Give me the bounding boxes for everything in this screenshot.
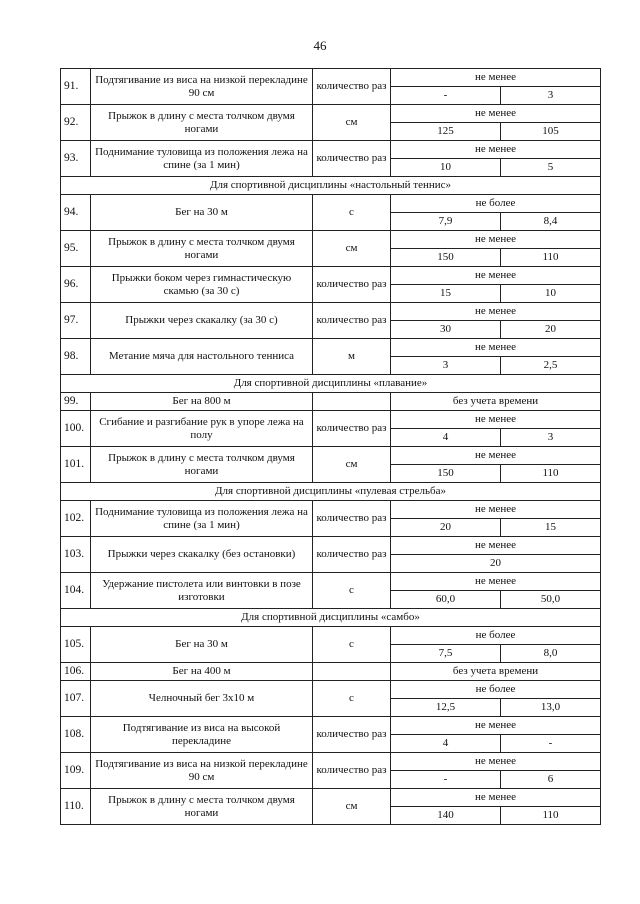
- norm-condition: не менее: [391, 447, 601, 465]
- row-number: 104.: [61, 573, 91, 609]
- norm-value-boys: 10: [391, 159, 501, 177]
- norm-value-boys: 4: [391, 735, 501, 753]
- norm-condition: не менее: [391, 141, 601, 159]
- norm-value-girls: 3: [501, 87, 601, 105]
- exercise-name: Прыжок в длину с места толчком двумя ногами: [91, 231, 313, 267]
- exercise-name: Сгибание и разгибание рук в упоре лежа на полу: [91, 411, 313, 447]
- row-number: 94.: [61, 195, 91, 231]
- norm-value-girls: 50,0: [501, 591, 601, 609]
- exercise-name: Прыжок в длину с места толчком двумя ногами: [91, 105, 313, 141]
- norm-value-boys: 15: [391, 285, 501, 303]
- measure-unit: см: [313, 105, 391, 141]
- norm-condition: не менее: [391, 501, 601, 519]
- exercise-name: Прыжки через скакалку (за 30 с): [91, 303, 313, 339]
- section-title: Для спортивной дисциплины «самбо»: [61, 609, 601, 627]
- table-row: [61, 717, 601, 735]
- exercise-name: Прыжки боком через гимнастическую скамью (за 30 с): [91, 267, 313, 303]
- measure-unit: с: [313, 681, 391, 717]
- norm-condition: не менее: [391, 717, 601, 735]
- norm-value-boys: 60,0: [391, 591, 501, 609]
- measure-unit: количество раз: [313, 501, 391, 537]
- measure-unit: с: [313, 195, 391, 231]
- table-row: [61, 231, 601, 249]
- norm-value-boys: 140: [391, 807, 501, 825]
- table-row: [61, 411, 601, 429]
- exercise-name: Прыжок в длину с места толчком двумя ногами: [91, 447, 313, 483]
- table-row: [61, 663, 601, 681]
- norm-value: без учета времени: [391, 663, 601, 681]
- norm-condition: не менее: [391, 69, 601, 87]
- table-row: [61, 339, 601, 357]
- norm-value-girls: -: [501, 735, 601, 753]
- norm-value-girls: 2,5: [501, 357, 601, 375]
- norm-condition: не менее: [391, 789, 601, 807]
- norm-value-girls: 13,0: [501, 699, 601, 717]
- exercise-name: Бег на 30 м: [91, 627, 313, 663]
- exercise-name: Прыжки через скакалку (без остановки): [91, 537, 313, 573]
- table-row: [61, 393, 601, 411]
- norm-value-girls: 110: [501, 465, 601, 483]
- row-number: 107.: [61, 681, 91, 717]
- norm-value-girls: 5: [501, 159, 601, 177]
- table-row: [61, 789, 601, 807]
- table-row: [61, 681, 601, 699]
- norm-value: 20: [391, 555, 601, 573]
- section-header-row: [61, 483, 601, 501]
- norm-condition: не менее: [391, 411, 601, 429]
- norm-value-boys: 125: [391, 123, 501, 141]
- exercise-name: Подтягивание из виса на низкой перекладине 90 см: [91, 753, 313, 789]
- row-number: 93.: [61, 141, 91, 177]
- measure-unit: см: [313, 231, 391, 267]
- row-number: 99.: [61, 393, 91, 411]
- measure-unit: см: [313, 447, 391, 483]
- measure-unit: количество раз: [313, 753, 391, 789]
- section-title: Для спортивной дисциплины «плавание»: [61, 375, 601, 393]
- table-row: [61, 69, 601, 87]
- table-row: [61, 627, 601, 645]
- norm-value-girls: 110: [501, 807, 601, 825]
- exercise-name: Поднимание туловища из положения лежа на спине (за 1 мин): [91, 501, 313, 537]
- norm-value-girls: 6: [501, 771, 601, 789]
- exercise-name: Подтягивание из виса на высокой перекладине: [91, 717, 313, 753]
- table-row: [61, 141, 601, 159]
- norm-value-girls: 20: [501, 321, 601, 339]
- row-number: 95.: [61, 231, 91, 267]
- row-number: 98.: [61, 339, 91, 375]
- page-number: 46: [313, 38, 327, 53]
- exercise-name: Бег на 400 м: [91, 663, 313, 681]
- section-title: Для спортивной дисциплины «пулевая стрельба»: [61, 483, 601, 501]
- measure-unit: количество раз: [313, 411, 391, 447]
- norm-value-boys: 30: [391, 321, 501, 339]
- norm-condition: не менее: [391, 267, 601, 285]
- measure-unit: см: [313, 789, 391, 825]
- row-number: 96.: [61, 267, 91, 303]
- exercise-name: Бег на 800 м: [91, 393, 313, 411]
- row-number: 97.: [61, 303, 91, 339]
- table-row: [61, 267, 601, 285]
- norm-condition: не менее: [391, 339, 601, 357]
- section-title: Для спортивной дисциплины «настольный теннис»: [61, 177, 601, 195]
- norm-value-boys: 3: [391, 357, 501, 375]
- row-number: 101.: [61, 447, 91, 483]
- row-number: 105.: [61, 627, 91, 663]
- norm-condition: не менее: [391, 537, 601, 555]
- norm-value-girls: 10: [501, 285, 601, 303]
- measure-unit: количество раз: [313, 303, 391, 339]
- section-header-row: [61, 609, 601, 627]
- section-header-row: [61, 177, 601, 195]
- row-number: 102.: [61, 501, 91, 537]
- norm-value: без учета времени: [391, 393, 601, 411]
- row-number: 91.: [61, 69, 91, 105]
- exercise-name: Прыжок в длину с места толчком двумя ногами: [91, 789, 313, 825]
- row-number: 100.: [61, 411, 91, 447]
- norm-value-girls: 3: [501, 429, 601, 447]
- norm-condition: не менее: [391, 303, 601, 321]
- table-row: [61, 501, 601, 519]
- measure-unit: м: [313, 339, 391, 375]
- exercise-name: Подтягивание из виса на низкой перекладине 90 см: [91, 69, 313, 105]
- norm-condition: не менее: [391, 231, 601, 249]
- measure-unit: [313, 663, 391, 681]
- measure-unit: количество раз: [313, 69, 391, 105]
- norm-value-girls: 110: [501, 249, 601, 267]
- table-row: [61, 573, 601, 591]
- row-number: 103.: [61, 537, 91, 573]
- norm-value-boys: 7,9: [391, 213, 501, 231]
- measure-unit: с: [313, 627, 391, 663]
- norm-value-boys: 4: [391, 429, 501, 447]
- table-row: [61, 753, 601, 771]
- norm-value-boys: 12,5: [391, 699, 501, 717]
- measure-unit: [313, 393, 391, 411]
- norm-value-boys: 20: [391, 519, 501, 537]
- norm-value-boys: 7,5: [391, 645, 501, 663]
- table-row: [61, 537, 601, 555]
- norm-value-boys: -: [391, 771, 501, 789]
- row-number: 92.: [61, 105, 91, 141]
- exercise-name: Бег на 30 м: [91, 195, 313, 231]
- norms-table: [60, 68, 601, 825]
- table-row: [61, 105, 601, 123]
- norm-value-girls: 8,4: [501, 213, 601, 231]
- norm-value-boys: -: [391, 87, 501, 105]
- norm-condition: не более: [391, 195, 601, 213]
- table-row: [61, 303, 601, 321]
- exercise-name: Поднимание туловища из положения лежа на спине (за 1 мин): [91, 141, 313, 177]
- norm-condition: не менее: [391, 753, 601, 771]
- measure-unit: с: [313, 573, 391, 609]
- exercise-name: Челночный бег 3х10 м: [91, 681, 313, 717]
- measure-unit: количество раз: [313, 717, 391, 753]
- measure-unit: количество раз: [313, 537, 391, 573]
- norm-condition: не менее: [391, 573, 601, 591]
- exercise-name: Удержание пистолета или винтовки в позе изготовки: [91, 573, 313, 609]
- row-number: 108.: [61, 717, 91, 753]
- table-row: [61, 447, 601, 465]
- norm-value-girls: 15: [501, 519, 601, 537]
- norms-table-body: [61, 69, 601, 825]
- norm-condition: не более: [391, 627, 601, 645]
- table-row: [61, 195, 601, 213]
- row-number: 109.: [61, 753, 91, 789]
- norm-condition: не менее: [391, 105, 601, 123]
- row-number: 110.: [61, 789, 91, 825]
- measure-unit: количество раз: [313, 267, 391, 303]
- exercise-name: Метание мяча для настольного тенниса: [91, 339, 313, 375]
- norm-value-girls: 8,0: [501, 645, 601, 663]
- norm-value-girls: 105: [501, 123, 601, 141]
- row-number: 106.: [61, 663, 91, 681]
- norm-value-boys: 150: [391, 249, 501, 267]
- norm-condition: не более: [391, 681, 601, 699]
- section-header-row: [61, 375, 601, 393]
- measure-unit: количество раз: [313, 141, 391, 177]
- norm-value-boys: 150: [391, 465, 501, 483]
